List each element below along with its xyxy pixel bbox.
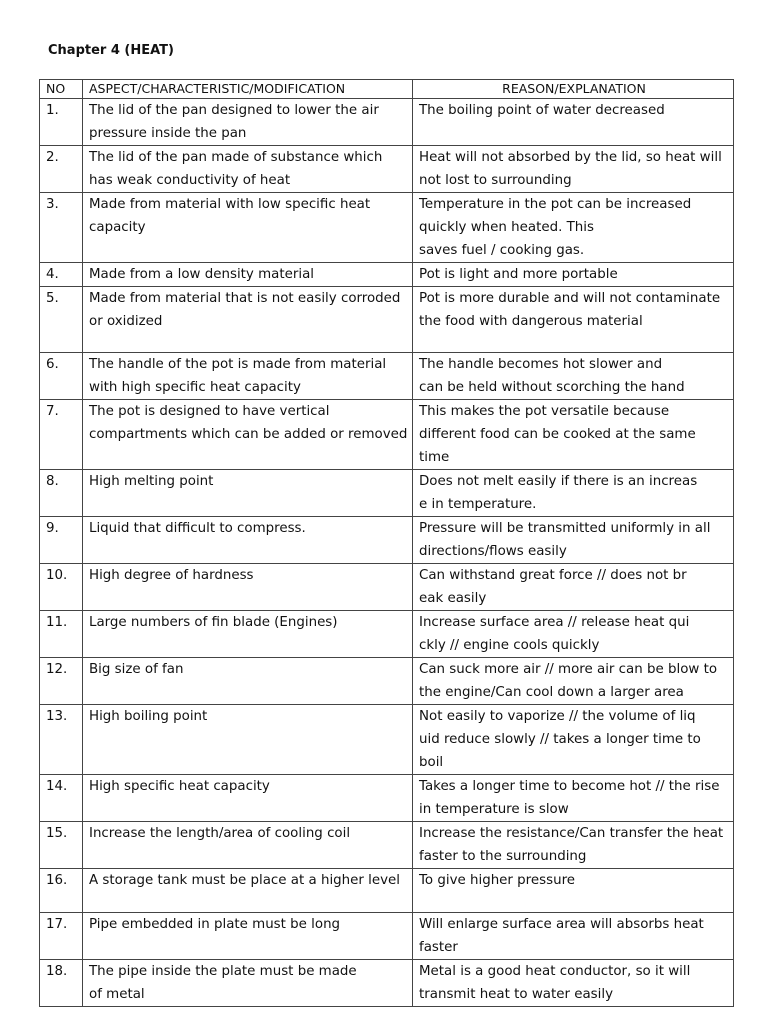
header-reason: REASON/EXPLANATION bbox=[413, 80, 734, 99]
table-row bbox=[40, 775, 734, 822]
table-row bbox=[40, 611, 734, 658]
table-row bbox=[40, 470, 734, 517]
row-reason: Pot is light and more portable bbox=[413, 263, 734, 287]
row-reason: Can suck more air // more air can be blow to the engine/Can cool down a larger area bbox=[413, 658, 734, 705]
row-number: 6. bbox=[40, 353, 83, 400]
table-row bbox=[40, 353, 734, 400]
table-row bbox=[40, 517, 734, 564]
row-aspect: The lid of the pan designed to lower the air pressure inside the pan bbox=[83, 99, 413, 146]
row-aspect: Made from material that is not easily corroded or oxidized bbox=[83, 287, 413, 353]
row-aspect: The pot is designed to have vertical compartments which can be added or removed bbox=[83, 400, 413, 470]
table-header-row bbox=[40, 80, 734, 99]
row-number: 10. bbox=[40, 564, 83, 611]
row-number: 5. bbox=[40, 287, 83, 353]
row-number: 8. bbox=[40, 470, 83, 517]
row-aspect: Pipe embedded in plate must be long bbox=[83, 913, 413, 960]
row-reason: Will enlarge surface area will absorbs heat faster bbox=[413, 913, 734, 960]
row-aspect: High specific heat capacity bbox=[83, 775, 413, 822]
row-aspect: High melting point bbox=[83, 470, 413, 517]
row-number: 3. bbox=[40, 193, 83, 263]
table-row bbox=[40, 193, 734, 263]
document-title: Chapter 4 (HEAT) bbox=[48, 43, 174, 58]
table-row bbox=[40, 146, 734, 193]
row-number: 11. bbox=[40, 611, 83, 658]
table-row bbox=[40, 99, 734, 146]
row-reason: Not easily to vaporize // the volume of liq uid reduce slowly // takes a longer time to boil bbox=[413, 705, 734, 775]
row-number: 9. bbox=[40, 517, 83, 564]
row-reason: Pot is more durable and will not contaminate the food with dangerous material bbox=[413, 287, 734, 353]
table-row bbox=[40, 822, 734, 869]
table-row bbox=[40, 913, 734, 960]
row-number: 1. bbox=[40, 99, 83, 146]
row-reason: The handle becomes hot slower and can be held without scorching the hand bbox=[413, 353, 734, 400]
row-reason: Heat will not absorbed by the lid, so heat will not lost to surrounding bbox=[413, 146, 734, 193]
row-aspect: The pipe inside the plate must be made of metal bbox=[83, 960, 413, 1007]
row-number: 16. bbox=[40, 869, 83, 913]
row-reason: Does not melt easily if there is an increas e in temperature. bbox=[413, 470, 734, 517]
row-reason: This makes the pot versatile because different food can be cooked at the same time bbox=[413, 400, 734, 470]
row-aspect: Made from a low density material bbox=[83, 263, 413, 287]
row-aspect: The lid of the pan made of substance which has weak conductivity of heat bbox=[83, 146, 413, 193]
row-aspect: A storage tank must be place at a higher level bbox=[83, 869, 413, 913]
row-reason: Increase surface area // release heat qui ckly // engine cools quickly bbox=[413, 611, 734, 658]
row-number: 14. bbox=[40, 775, 83, 822]
row-number: 4. bbox=[40, 263, 83, 287]
row-aspect: Large numbers of fin blade (Engines) bbox=[83, 611, 413, 658]
table-row bbox=[40, 705, 734, 775]
table-body bbox=[40, 99, 734, 1007]
row-number: 17. bbox=[40, 913, 83, 960]
header-aspect: ASPECT/CHARACTERISTIC/MODIFICATION bbox=[83, 80, 413, 99]
row-aspect: Made from material with low specific heat capacity bbox=[83, 193, 413, 263]
row-reason: To give higher pressure bbox=[413, 869, 734, 913]
row-number: 18. bbox=[40, 960, 83, 1007]
row-reason: Metal is a good heat conductor, so it will transmit heat to water easily bbox=[413, 960, 734, 1007]
row-aspect: High boiling point bbox=[83, 705, 413, 775]
row-reason: Temperature in the pot can be increased quickly when heated. This saves fuel / cooking gas. bbox=[413, 193, 734, 263]
row-number: 12. bbox=[40, 658, 83, 705]
row-aspect: The handle of the pot is made from material with high specific heat capacity bbox=[83, 353, 413, 400]
row-number: 2. bbox=[40, 146, 83, 193]
heat-aspects-table bbox=[39, 79, 734, 1007]
row-reason: Increase the resistance/Can transfer the heat faster to the surrounding bbox=[413, 822, 734, 869]
table-row bbox=[40, 960, 734, 1007]
row-aspect: Increase the length/area of cooling coil bbox=[83, 822, 413, 869]
row-number: 15. bbox=[40, 822, 83, 869]
row-reason: Pressure will be transmitted uniformly in all directions/flows easily bbox=[413, 517, 734, 564]
table-row bbox=[40, 287, 734, 353]
header-no: NO bbox=[40, 80, 83, 99]
row-number: 13. bbox=[40, 705, 83, 775]
row-aspect: Liquid that difficult to compress. bbox=[83, 517, 413, 564]
row-reason: Can withstand great force // does not br eak easily bbox=[413, 564, 734, 611]
row-number: 7. bbox=[40, 400, 83, 470]
table-row bbox=[40, 869, 734, 913]
row-aspect: Big size of fan bbox=[83, 658, 413, 705]
table-row bbox=[40, 400, 734, 470]
row-reason: The boiling point of water decreased bbox=[413, 99, 734, 146]
row-reason: Takes a longer time to become hot // the rise in temperature is slow bbox=[413, 775, 734, 822]
table-row bbox=[40, 564, 734, 611]
table-row bbox=[40, 263, 734, 287]
table-row bbox=[40, 658, 734, 705]
row-aspect: High degree of hardness bbox=[83, 564, 413, 611]
